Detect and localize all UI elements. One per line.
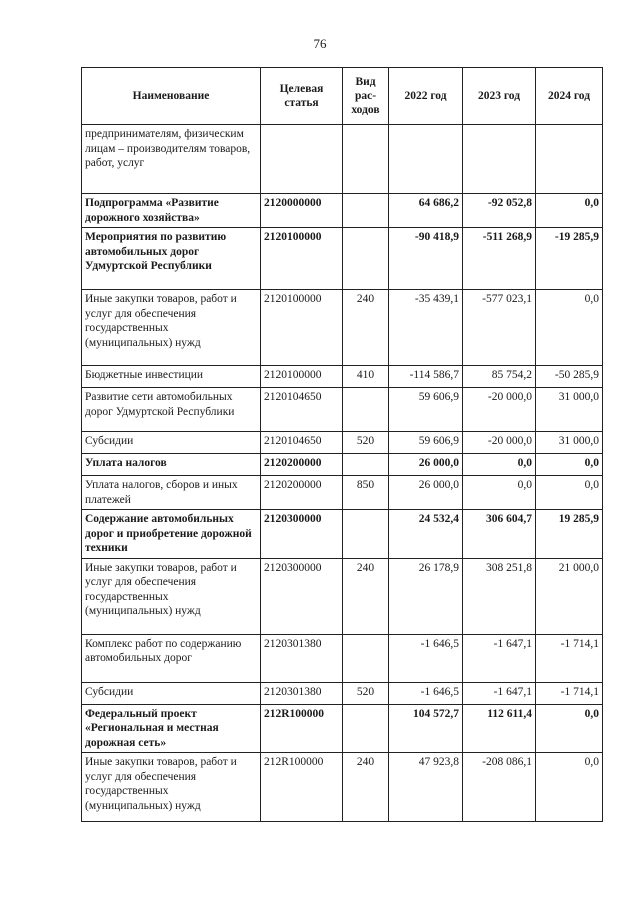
table-row (82, 228, 603, 290)
table-row (82, 432, 603, 454)
header-name: Наименование (82, 68, 261, 125)
cell-2023: -20 000,0 (463, 432, 536, 454)
cell-2024: -50 285,9 (536, 366, 603, 388)
cell-2022: 26 000,0 (389, 454, 463, 476)
header-type: Вид рас-ходов (343, 68, 389, 125)
cell-code: 2120104650 (261, 388, 343, 432)
cell-2022: 26 178,9 (389, 558, 463, 634)
cell-type: 240 (343, 290, 389, 366)
cell-2023: -577 023,1 (463, 290, 536, 366)
cell-2023: -511 268,9 (463, 228, 536, 290)
cell-name: Федеральный проект «Региональная и местная дорожная сеть» (82, 704, 261, 753)
table-row (82, 290, 603, 366)
cell-2023: 0,0 (463, 476, 536, 510)
cell-code: 2120300000 (261, 558, 343, 634)
cell-2024: -19 285,9 (536, 228, 603, 290)
cell-2022: -1 646,5 (389, 634, 463, 682)
page-number: 76 (313, 36, 327, 51)
cell-2023: 308 251,8 (463, 558, 536, 634)
table-row (82, 454, 603, 476)
cell-type (343, 454, 389, 476)
table-row (82, 682, 603, 704)
table-row (82, 388, 603, 432)
cell-2022 (389, 125, 463, 194)
cell-2023: 306 604,7 (463, 510, 536, 559)
header-code: Целевая статья (261, 68, 343, 125)
cell-name: Иные закупки товаров, работ и услуг для обеспечения государственных (муниципальных) нужд (82, 290, 261, 366)
cell-name: Уплата налогов, сборов и иных платежей (82, 476, 261, 510)
cell-2024: -1 714,1 (536, 682, 603, 704)
cell-2024: 31 000,0 (536, 432, 603, 454)
cell-name: Иные закупки товаров, работ и услуг для обеспечения государственных (муниципальных) нужд (82, 753, 261, 822)
cell-2022: 64 686,2 (389, 194, 463, 228)
cell-code: 212R100000 (261, 704, 343, 753)
cell-type (343, 388, 389, 432)
cell-code: 2120200000 (261, 454, 343, 476)
cell-2022: 59 606,9 (389, 388, 463, 432)
cell-2022: 24 532,4 (389, 510, 463, 559)
cell-type (343, 125, 389, 194)
cell-name: Уплата налогов (82, 454, 261, 476)
table-row (82, 634, 603, 682)
cell-name: Комплекс работ по содержанию автомобильных дорог (82, 634, 261, 682)
cell-2023: -92 052,8 (463, 194, 536, 228)
cell-code: 2120104650 (261, 432, 343, 454)
cell-2024: 0,0 (536, 753, 603, 822)
table-row (82, 753, 603, 822)
table-row (82, 194, 603, 228)
cell-2024: -1 714,1 (536, 634, 603, 682)
header-2024: 2024 год (536, 68, 603, 125)
cell-2024: 21 000,0 (536, 558, 603, 634)
cell-2024: 19 285,9 (536, 510, 603, 559)
cell-type (343, 704, 389, 753)
cell-2022: 26 000,0 (389, 476, 463, 510)
cell-2023: 112 611,4 (463, 704, 536, 753)
cell-code: 212R100000 (261, 753, 343, 822)
budget-table (81, 67, 603, 822)
cell-2023: 0,0 (463, 454, 536, 476)
cell-2022: 59 606,9 (389, 432, 463, 454)
cell-name: Иные закупки товаров, работ и услуг для обеспечения государственных (муниципальных) нужд (82, 558, 261, 634)
header-2022: 2022 год (389, 68, 463, 125)
cell-type: 410 (343, 366, 389, 388)
cell-2022: -35 439,1 (389, 290, 463, 366)
cell-type (343, 634, 389, 682)
cell-2023: -208 086,1 (463, 753, 536, 822)
cell-2024: 0,0 (536, 290, 603, 366)
cell-name: Бюджетные инвестиции (82, 366, 261, 388)
cell-code: 2120100000 (261, 290, 343, 366)
cell-code (261, 125, 343, 194)
cell-type: 240 (343, 753, 389, 822)
cell-2022: 104 572,7 (389, 704, 463, 753)
header-2023: 2023 год (463, 68, 536, 125)
cell-2024: 0,0 (536, 194, 603, 228)
cell-name: Развитие сети автомобильных дорог Удмуртской Республики (82, 388, 261, 432)
cell-code: 2120000000 (261, 194, 343, 228)
cell-type: 240 (343, 558, 389, 634)
cell-code: 2120200000 (261, 476, 343, 510)
table-row (82, 558, 603, 634)
cell-2024: 0,0 (536, 454, 603, 476)
cell-2023: -1 647,1 (463, 634, 536, 682)
cell-2024: 0,0 (536, 476, 603, 510)
cell-code: 2120100000 (261, 228, 343, 290)
cell-type: 520 (343, 682, 389, 704)
table-row (82, 704, 603, 753)
cell-2024: 0,0 (536, 704, 603, 753)
table-row (82, 510, 603, 559)
cell-type (343, 228, 389, 290)
cell-name: Мероприятия по развитию автомобильных дорог Удмуртской Республики (82, 228, 261, 290)
cell-code: 2120300000 (261, 510, 343, 559)
cell-2023 (463, 125, 536, 194)
cell-type (343, 510, 389, 559)
cell-name: предпринимателям, физическим лицам – производителям товаров, работ, услуг (82, 125, 261, 194)
cell-name: Подпрограмма «Развитие дорожного хозяйства» (82, 194, 261, 228)
cell-2022: -114 586,7 (389, 366, 463, 388)
table-body (82, 125, 603, 822)
cell-2024 (536, 125, 603, 194)
cell-2022: 47 923,8 (389, 753, 463, 822)
cell-2024: 31 000,0 (536, 388, 603, 432)
cell-2023: -20 000,0 (463, 388, 536, 432)
table-row (82, 366, 603, 388)
table-row (82, 125, 603, 194)
cell-type: 850 (343, 476, 389, 510)
cell-2022: -1 646,5 (389, 682, 463, 704)
cell-type (343, 194, 389, 228)
cell-name: Субсидии (82, 432, 261, 454)
cell-name: Субсидии (82, 682, 261, 704)
cell-code: 2120301380 (261, 682, 343, 704)
cell-2023: -1 647,1 (463, 682, 536, 704)
cell-2022: -90 418,9 (389, 228, 463, 290)
cell-name: Содержание автомобильных дорог и приобретение дорожной техники (82, 510, 261, 559)
cell-code: 2120301380 (261, 634, 343, 682)
cell-2023: 85 754,2 (463, 366, 536, 388)
table-row (82, 476, 603, 510)
cell-code: 2120100000 (261, 366, 343, 388)
table-header-row (82, 68, 603, 125)
cell-type: 520 (343, 432, 389, 454)
